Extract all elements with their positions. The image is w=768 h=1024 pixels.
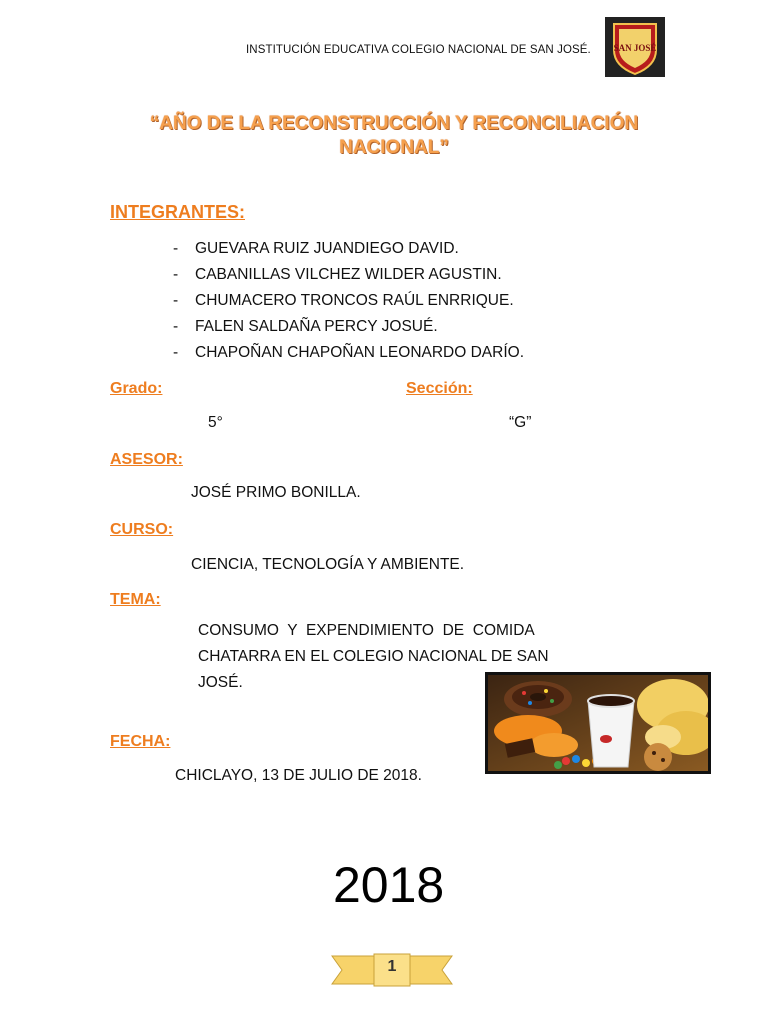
tema-label: TEMA: xyxy=(110,591,161,608)
seccion-value: “G” xyxy=(509,414,532,431)
fecha-label: FECHA: xyxy=(110,733,171,750)
member-item: - GUEVARA RUIZ JUANDIEGO DAVID. xyxy=(173,240,459,257)
member-item: - CHAPOÑAN CHAPOÑAN LEONARDO DARÍO. xyxy=(173,344,524,361)
tema-line-2: CHATARRA EN EL COLEGIO NACIONAL DE SAN xyxy=(198,648,549,665)
year-display: 2018 xyxy=(333,857,445,913)
page-number-badge xyxy=(330,950,454,990)
fecha-value: CHICLAYO, 13 DE JULIO DE 2018. xyxy=(175,767,422,784)
member-item: - FALEN SALDAÑA PERCY JOSUÉ. xyxy=(173,318,438,335)
tema-line-3: JOSÉ. xyxy=(198,674,243,691)
junk-food-illustration xyxy=(488,675,708,771)
junk-food-image xyxy=(485,672,711,774)
crest-text: SAN JOSÉ xyxy=(613,43,657,53)
grado-label: Grado: xyxy=(110,380,163,397)
curso-label: CURSO: xyxy=(110,521,174,538)
grado-value: 5° xyxy=(208,414,223,431)
asesor-value: JOSÉ PRIMO BONILLA. xyxy=(191,484,361,501)
motto-line-1: “AÑO DE LA RECONSTRUCCIÓN Y RECONCILIACIÓN xyxy=(149,113,639,134)
year-motto xyxy=(110,112,678,160)
integrantes-label: INTEGRANTES: xyxy=(110,202,245,222)
page-number: 1 xyxy=(387,958,397,975)
seccion-label: Sección: xyxy=(406,380,473,397)
tema-line-1: CONSUMO Y EXPENDIMIENTO DE COMIDA xyxy=(198,622,535,639)
institution-header: INSTITUCIÓN EDUCATIVA COLEGIO NACIONAL DE SAN JOSÉ. xyxy=(246,44,591,56)
asesor-label: ASESOR: xyxy=(110,451,183,468)
member-item: - CABANILLAS VILCHEZ WILDER AGUSTIN. xyxy=(173,266,502,283)
motto-line-2: NACIONAL” xyxy=(339,137,449,158)
member-item: - CHUMACERO TRONCOS RAÚL ENRRIQUE. xyxy=(173,292,514,309)
school-crest-logo xyxy=(604,16,666,78)
curso-value: CIENCIA, TECNOLOGÍA Y AMBIENTE. xyxy=(191,556,465,573)
